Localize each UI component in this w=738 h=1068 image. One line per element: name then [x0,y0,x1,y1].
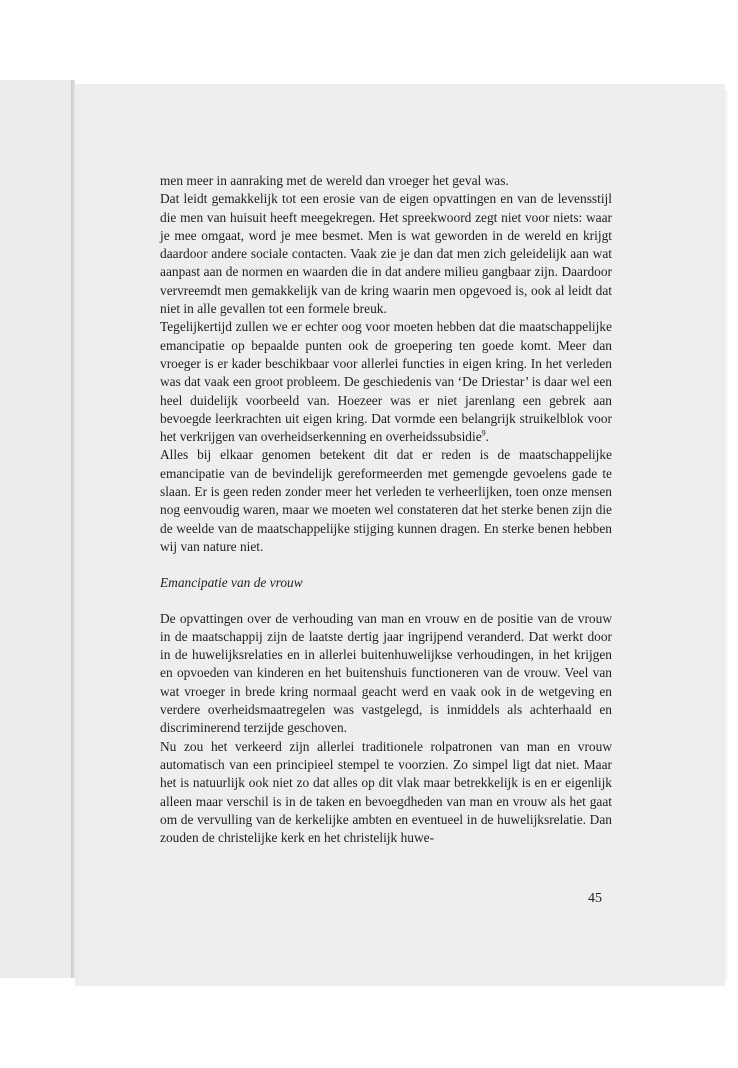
paragraph-4: Alles bij elkaar genomen betekent dit dat er reden is de maatschappelijke emancipatie van de bevindelijk gereformeerden met gemengde gevoelens gade te slaan. Er is geen reden zonder meer het verleden te verheerlijken, toen onze mensen nog eenvoudig waren, maar we moeten wel constateren dat het sterke benen zijn die de weelde van de maatschappelijke stijging kunnen dragen. En sterke benen hebben wij van nature niet. [160,447,612,554]
paragraph-3-end: . [485,429,490,445]
footnote-marker: 9 [481,428,486,438]
body-text [160,172,612,847]
paragraph-6: Nu zou het verkeerd zijn allerlei traditionele rolpatronen van man en vrouw automatisch van een principieel stempel te voorzien. Zo simpel ligt dat niet. Maar het is natuurlijk ook niet zo dat alles op dit vlak maar betrekkelijk is en er eigenlijk alleen maar verschil is in de taken en bevoegdheden van man en vrouw als het gaat om de vervulling van de kerkelijke ambten en eventueel in de huwelijksrelatie. Dan zouden de christelijke kerk en het christelijk huwe- [160,738,612,846]
paragraph-2: Dat leidt gemakkelijk tot een erosie van de eigen opvattingen en van de levensstijl die men van huisuit heeft meegekregen. Het spreekwoord zegt niet voor niets: waar je mee omgaat, word je mee besmet. Men is wat geworden in de wereld en krijgt daardoor andere sociale contacten. Vaak zie je dan dat men zich geleidelijk aan wat aanpast aan de normen en waarden die in dat andere milieu gangbaar zijn. Daardoor vervreemdt men gemakkelijk van de kring waarin men opgevoed is, ook al leidt dat niet in alle gevallen tot een formele breuk. [160,191,612,317]
page-right-edge [722,90,728,980]
paragraph-3 [160,318,612,446]
paragraph-3-text: Tegelijkertijd zullen we er echter oog voor moeten hebben dat die maatschappelijke emancipatie op bepaalde punten ook de groepering ten goede komt. Meer dan vroeger is er kader beschikbaar voor allerlei functies in eigen kring. In het verleden was dat vaak een groot probleem. De geschiedenis van ‘De Driestar’ is daar wel een heel duidelijk voorbeeld van. Hoezeer was er niet jarenlang een gebrek aan bevoegde leerkrachten uit eigen kring. Dat vormde een belangrijk struikelblok voor het verkrijgen van overheidserkenning en overheidssubsidie [160,319,612,445]
section-heading: Emancipatie van de vrouw [160,575,303,591]
paragraph-5: De opvattingen over de verhouding van man en vrouw en de positie van de vrouw in de maatschappij zijn de laatste dertig jaar ingrijpend veranderd. Dat werkt door in de huwelijksrelaties en in allerlei buitenhuwelijkse verhoudingen, in het krijgen en opvoeden van kinderen en het buitenshuis functioneren van de vrouw. Veel van wat vroeger in brede kring normaal geacht werd en vaak ook in de wetgeving en verdere overheidsmaatregelen was vastgelegd, is inmiddels als achterhaald en discriminerend terzijde geschoven. [160,610,612,736]
page-number: 45 [588,891,602,906]
previous-page-edge [0,80,75,978]
paragraph-1: men meer in aanraking met de wereld dan vroeger het geval was. [160,173,509,188]
